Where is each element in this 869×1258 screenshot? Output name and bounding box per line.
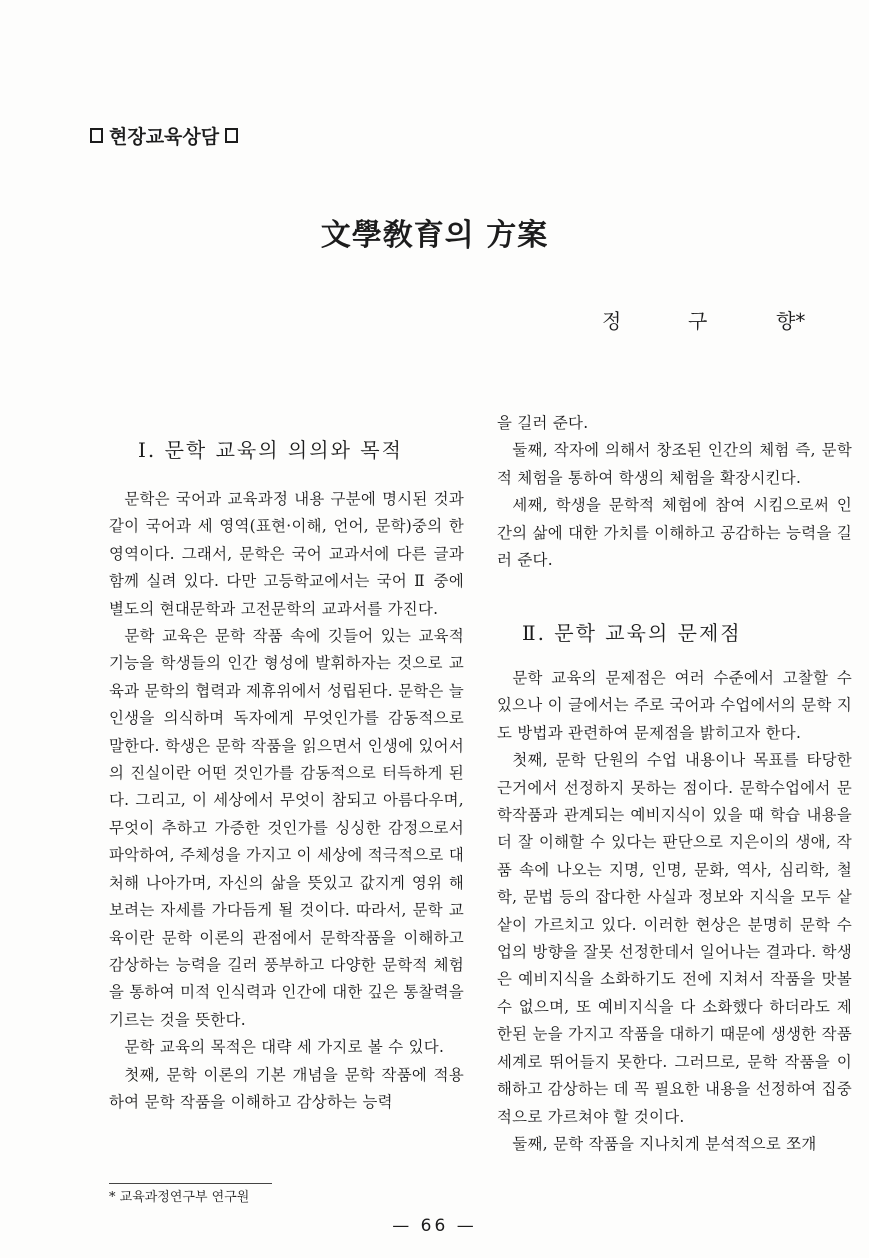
section-heading-1: Ⅰ. 문학 교육의 의의와 목적: [138, 438, 403, 462]
author-name-char-1: 정: [602, 309, 622, 333]
paragraph: 문학 교육의 문제점은 여러 수준에서 고찰할 수 있으나 이 글에서는 주로 국어과 수업에서의 문학 지도 방법과 관련하여 문제점을 밝히고자 한다.: [497, 669, 852, 742]
article-title: 文學敎育의 方案: [320, 218, 549, 253]
paragraph: 문학 교육의 목적은 대략 세 가지로 볼 수 있다.: [124, 1038, 445, 1057]
author-name-char-2: 구: [688, 309, 708, 333]
paragraph: 첫째, 문학 단원의 수업 내용이나 목표를 타당한 근거에서 선정하지 못하는 점이다. 문학수업에서 문학작품과 관계되는 예비지식이 있을 때 학습 내용을 더 잘 이해할 수 있다는 판단으로 지은이의 생애, 작품 속에 나오는 지명, 인명, 문화, 역사, 심리학, 철학, 문법 등의 잡다한 사실과 정보와 지식을 모두 샅샅이 가르치고 있다. 이러한 현상은 분명히 문학 수업의 방향을 잘못 선정한데서 일어나는 결과다. 학생은 예비지식을 소화하기도 전에 지쳐서 작품을 맛볼 수 없으며, 또 예비지식을 다 소화했다 하더라도 제한된 눈을 가지고 작품을 대하기 때문에 생생한 작품 세계로 뛰어들지 못한다. 그러므로, 문학 작품을 이해하고 감상하는 데 꼭 필요한 내용을 선정하여 집중적으로 가르쳐야 할 것이다.: [497, 751, 852, 1126]
square-box-icon: [225, 128, 238, 143]
square-box-icon: [90, 128, 103, 143]
paragraph: 세째, 학생을 문학적 체험에 참여 시킴으로써 인간의 삶에 대한 가치를 이해하고 공감하는 능력을 길러 준다.: [497, 496, 852, 570]
section-category-header: [90, 122, 238, 149]
paragraph: 문학은 국어과 교육과정 내용 구분에 명시된 것과 같이 국어과 세 영역(표현·이해, 언어, 문학)중의 한 영역이다. 그래서, 문학은 국어 교과서에 다른 글과 함께 실려 있다. 다만 고등학교에서는 국어 Ⅱ 중에 별도의 현대문학과 고전문학의 교과서를 가진다.: [109, 490, 464, 618]
right-column-bottom: [497, 665, 852, 1158]
page-number: — 66 —: [392, 1216, 477, 1236]
section-category-label: 현장교육상담: [109, 126, 220, 148]
paragraph: 둘째, 작자에 의해서 창조된 인간의 체험 즉, 문학적 체험을 통하여 학생의 체험을 확장시킨다.: [497, 441, 852, 487]
footnote: * 교육과정연구부 연구원: [109, 1190, 250, 1205]
section-heading-2: Ⅱ. 문학 교육의 문제점: [522, 621, 742, 645]
paragraph: 을 길러 준다.: [497, 414, 589, 432]
paragraph: 둘째, 문학 작품을 지나치게 분석적으로 쪼개: [512, 1134, 817, 1153]
paragraph: 문학 교육은 문학 작품 속에 깃들어 있는 교육적 기능을 학생들의 인간 형성에 발휘하자는 것으로 교육과 문학의 협력과 제휴위에서 성립된다. 문학은 늘 인생을 의식하며 독자에게 무엇인가를 감동적으로 말한다. 학생은 문학 작품을 읽으면서 인생에 있어서의 진실이란 어떤 것인가를 감동적으로 터득하게 된다. 그리고, 이 세상에서 무엇이 참되고 아름다우며, 무엇이 추하고 가증한 것인가를 싱싱한 감정으로서 파악하여, 주체성을 가지고 이 세상에 적극적으로 대처해 나아가며, 자신의 삶을 뜻있고 값지게 영위 해 보려는 자세를 가다듬게 될 것이다. 따라서, 문학 교육이란 문학 이론의 관점에서 문학작품을 이해하고 감상하는 능력을 길러 풍부하고 다양한 문학적 체험을 통하여 미적 인식력과 인간에 대한 깊은 통찰력을 기르는 것을 뜻한다.: [109, 627, 464, 1029]
right-column-top: [497, 410, 852, 574]
author-name-char-3: 향*: [776, 309, 806, 333]
paragraph: 첫째, 문학 이론의 기본 개념을 문학 작품에 적용하여 문학 작품을 이해하고 감상하는 능력: [109, 1065, 464, 1111]
left-column: [109, 486, 464, 1116]
footnote-divider: [109, 1183, 272, 1184]
